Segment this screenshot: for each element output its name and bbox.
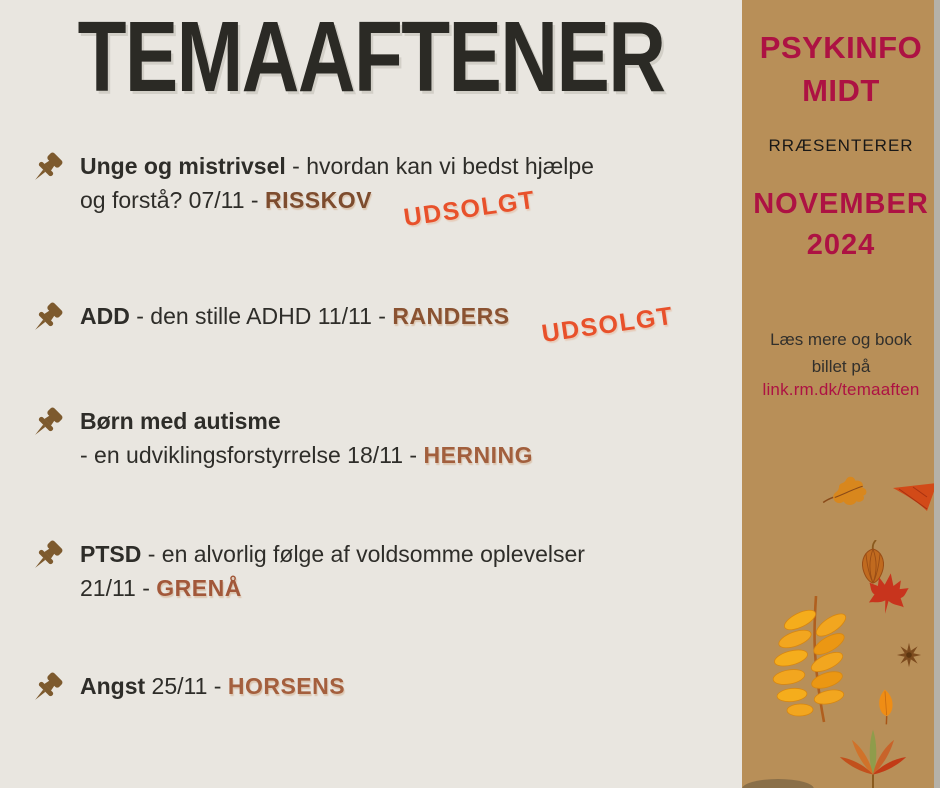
booking-link: link.rm.dk/temaaften — [762, 380, 920, 399]
event-description: - en alvorlig følge af voldsomme oplevelser — [141, 541, 585, 567]
event-date: og forstå? 07/11 - — [80, 187, 265, 213]
pushpin-icon — [28, 149, 66, 189]
star-anise-image — [895, 641, 923, 669]
event-item-unge-og-mistrivsel — [28, 149, 728, 233]
month-line2: 2024 — [806, 229, 876, 261]
event-line1 — [80, 669, 345, 703]
event-name: Angst — [80, 673, 146, 699]
event-item-ptsd — [28, 537, 728, 605]
month-title — [742, 184, 940, 266]
page-title: TEMAAFTENER — [77, 1, 665, 113]
event-text — [80, 537, 585, 605]
booking-info-line1: Læs mere og book — [770, 330, 912, 349]
event-description: - hvordan kan vi bedst hjælpe — [285, 153, 594, 179]
event-description: - en udviklingsforstyrrelse 18/11 - — [80, 442, 424, 468]
event-item-add — [28, 299, 728, 349]
pushpin-icon — [28, 537, 66, 577]
event-name: Unge og mistrivsel — [80, 153, 286, 179]
event-line1 — [80, 299, 675, 349]
brand-title — [742, 26, 940, 112]
pushpin-icon — [28, 669, 66, 709]
event-line2 — [80, 571, 585, 605]
maple-leaf-image — [862, 568, 914, 618]
sold-out-badge: UDSOLGT — [539, 301, 675, 349]
event-date: 25/11 - — [145, 673, 228, 699]
presents-label: RRÆSENTERER — [768, 136, 914, 155]
sidebar — [742, 0, 940, 788]
sold-out-badge: UDSOLGT — [401, 185, 538, 233]
rowan-leaf-image — [772, 596, 862, 726]
event-text — [80, 149, 594, 233]
oak-leaf-image — [821, 469, 875, 512]
event-line1 — [80, 404, 533, 438]
creeper-leaf-image — [834, 717, 912, 788]
event-location: RISSKOV — [264, 187, 372, 213]
month-line1: NOVEMBER — [753, 188, 929, 220]
event-text — [80, 669, 345, 703]
event-item-angst — [28, 669, 728, 709]
pushpin-icon — [28, 299, 66, 339]
event-line2 — [80, 438, 533, 472]
event-date: 21/11 - — [80, 575, 157, 601]
event-text — [80, 299, 675, 349]
event-line1 — [80, 149, 594, 183]
booking-info — [742, 326, 940, 380]
event-line2 — [80, 183, 594, 233]
event-name: Børn med autisme — [80, 408, 281, 434]
brand-line1: PSYKINFO — [759, 30, 923, 65]
event-location: HORSENS — [227, 673, 346, 699]
event-location: HERNING — [423, 442, 534, 468]
bottom-shadow-shape — [742, 779, 814, 788]
booking-info-line2: billet på — [811, 357, 871, 376]
event-line1 — [80, 537, 585, 571]
event-location: RANDERS — [392, 303, 510, 329]
brand-line2: MIDT — [802, 73, 880, 108]
event-item-boern-med-autisme — [28, 404, 728, 472]
event-name: PTSD — [80, 541, 142, 567]
event-text — [80, 404, 533, 472]
scrollbar[interactable] — [934, 0, 940, 788]
event-name: ADD — [80, 303, 130, 329]
red-leaf-fragment-image — [893, 483, 939, 513]
event-description: - den stille ADHD 11/11 - — [129, 303, 393, 329]
pushpin-icon — [28, 404, 66, 444]
event-location: GRENÅ — [156, 575, 242, 601]
